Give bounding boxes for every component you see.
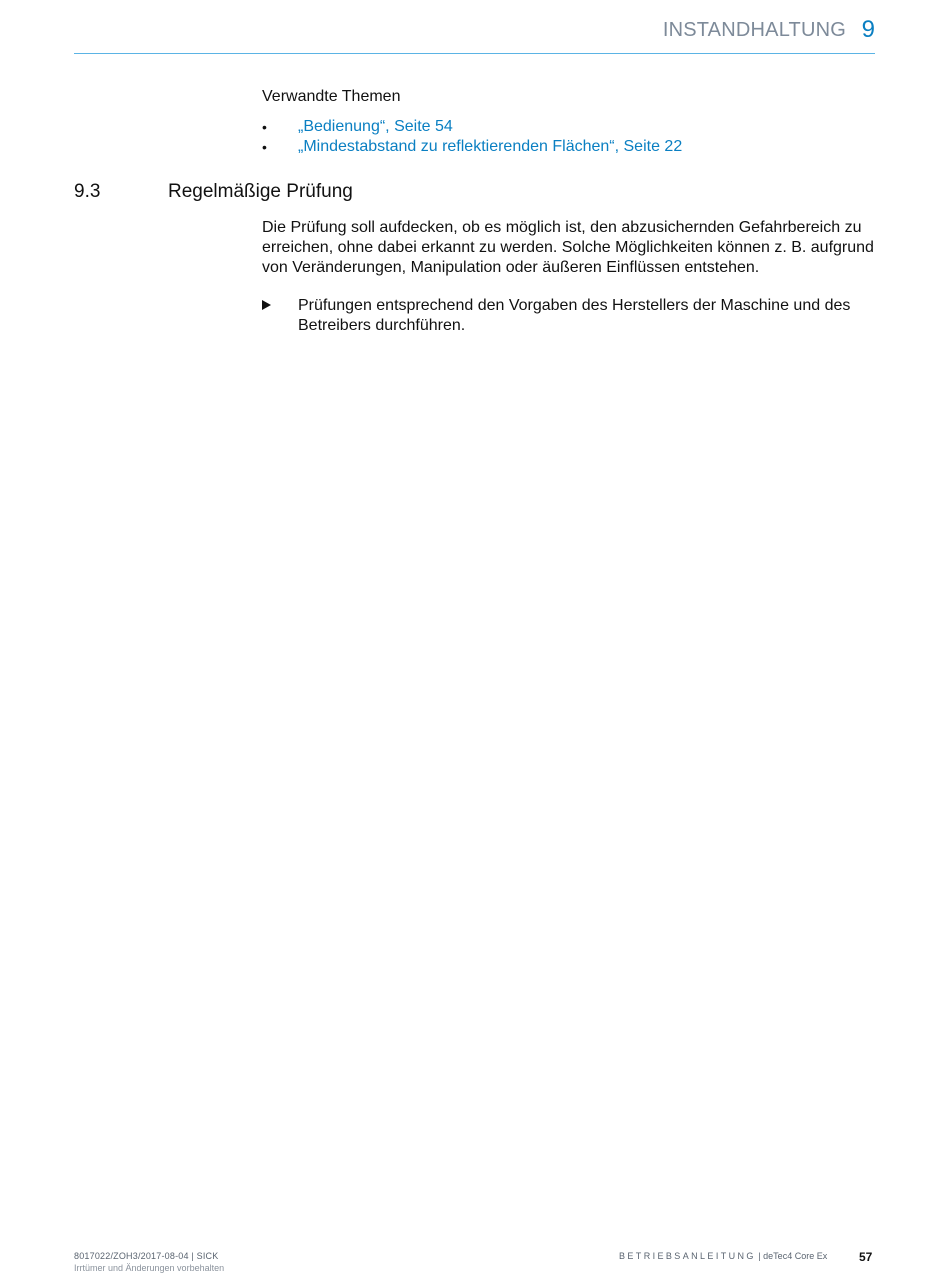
bullet-icon: • xyxy=(262,119,267,135)
section-title: Regelmäßige Prüfung xyxy=(168,181,353,202)
footer-doc-id: 8017022/ZOH3/2017-08-04 | SICK xyxy=(74,1251,219,1261)
related-link-mindestabstand[interactable]: „Mindestabstand zu reflektierenden Flächen“, Seite 22 xyxy=(298,138,683,155)
footer-disclaimer: Irrtümer und Änderungen vorbehalten xyxy=(74,1263,225,1273)
triangle-right-icon xyxy=(262,300,271,310)
related-topics-heading: Verwandte Themen xyxy=(262,88,401,105)
footer-manual-info xyxy=(619,1251,827,1261)
bullet-icon: • xyxy=(262,139,267,155)
instruction-step-text: Prüfungen entsprechend den Vorgaben des Herstellers der Maschine und des Betreibers durchführen. xyxy=(298,297,851,334)
footer-product: deTec4 Core Ex xyxy=(763,1251,828,1261)
chapter-number: 9 xyxy=(861,16,875,43)
footer-manual-type: BETRIEBSANLEITUNG xyxy=(619,1251,756,1261)
footer-separator: | xyxy=(755,1251,764,1261)
header-divider xyxy=(74,53,875,54)
section-number: 9.3 xyxy=(74,181,101,202)
section-paragraph: Die Prüfung soll aufdecken, ob es möglich ist, den abzusichernden Gefahrbereich zu erreichen, ohne dabei erkannt zu werden. Solche Möglichkeiten können z. B. aufgrund von Veränderungen, Manipulation oder äußeren Einflüssen entstehen. xyxy=(262,219,874,276)
page-number: 57 xyxy=(859,1250,873,1264)
chapter-title: INSTANDHALTUNG xyxy=(662,19,846,41)
related-link-bedienung[interactable]: „Bedienung“, Seite 54 xyxy=(298,118,453,135)
